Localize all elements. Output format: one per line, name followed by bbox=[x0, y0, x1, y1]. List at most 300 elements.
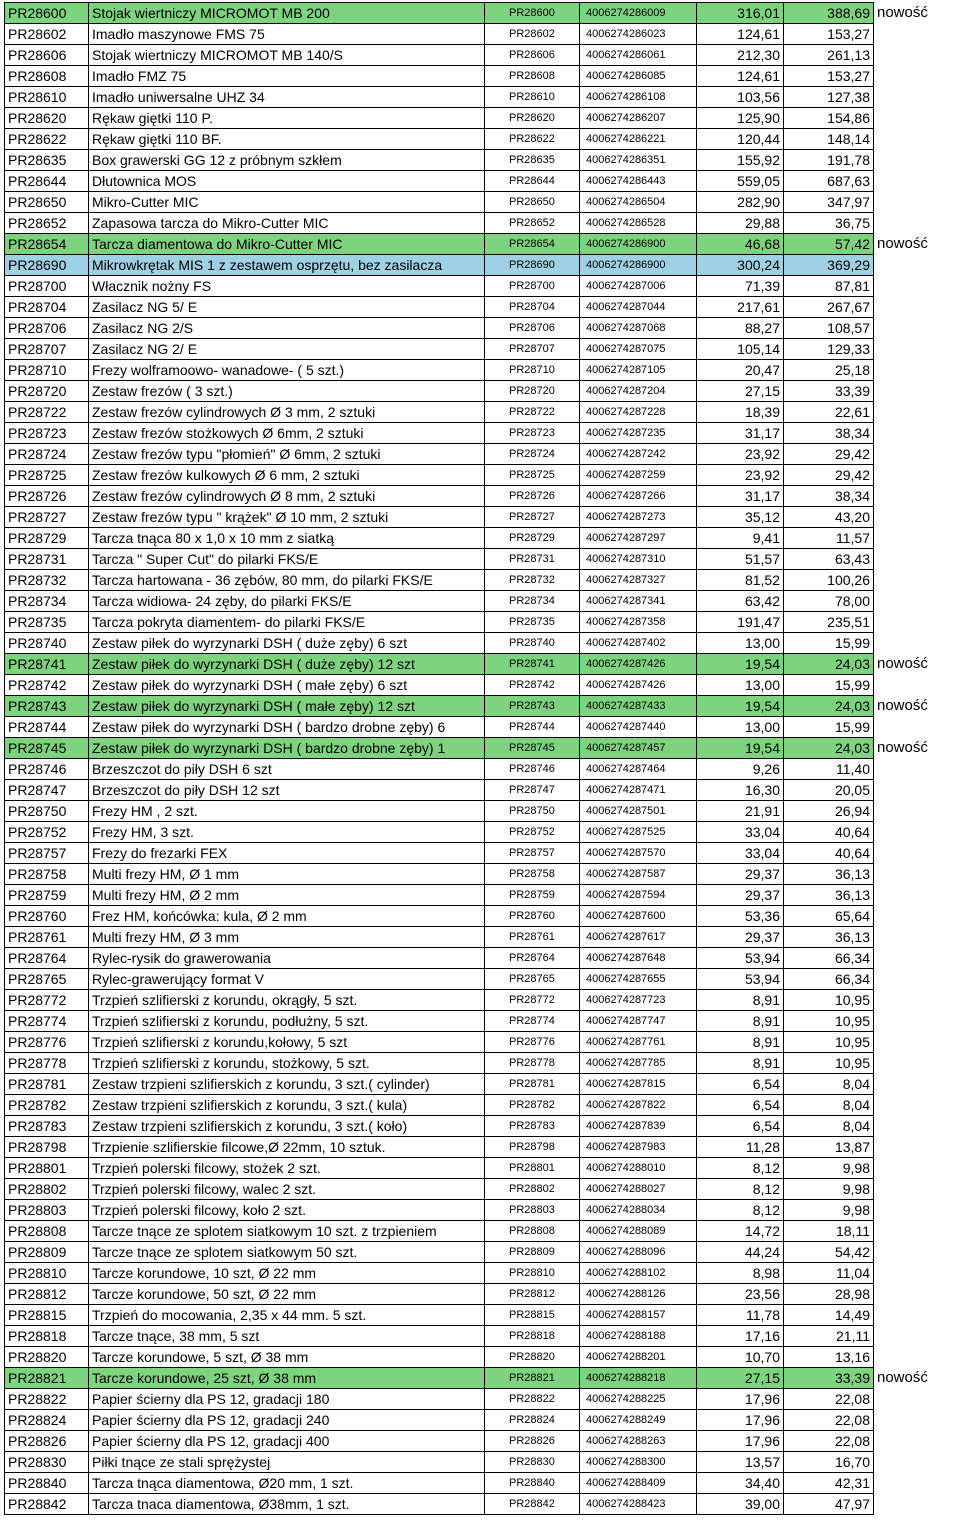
new-product-label bbox=[874, 1452, 944, 1473]
net-price-cell: 316,01 bbox=[697, 3, 784, 24]
catalog-index-cell: PR28622 bbox=[485, 129, 580, 150]
table-row bbox=[5, 150, 944, 171]
gross-price-cell: 78,00 bbox=[784, 591, 874, 612]
gross-price-cell: 40,64 bbox=[784, 843, 874, 864]
gross-price-cell: 388,69 bbox=[784, 3, 874, 24]
net-price-cell: 29,88 bbox=[697, 213, 784, 234]
product-name-cell: Trzpienie szlifierskie filcowe,Ø 22mm, 10 sztuk. bbox=[89, 1137, 485, 1158]
net-price-cell: 29,37 bbox=[697, 864, 784, 885]
new-product-label bbox=[874, 570, 944, 591]
net-price-cell: 10,70 bbox=[697, 1347, 784, 1368]
table-row bbox=[5, 318, 944, 339]
gross-price-cell: 28,98 bbox=[784, 1284, 874, 1305]
product-name-cell: Trzpień polerski filcowy, stożek 2 szt. bbox=[89, 1158, 485, 1179]
price-list-body bbox=[5, 3, 944, 1515]
product-name-cell: Zestaw trzpieni szlifierskich z korundu, 3 szt.( cylinder) bbox=[89, 1074, 485, 1095]
new-product-label bbox=[874, 171, 944, 192]
new-product-label bbox=[874, 297, 944, 318]
product-code-cell: PR28757 bbox=[5, 843, 89, 864]
catalog-index-cell: PR28815 bbox=[485, 1305, 580, 1326]
product-name-cell: Multi frezy HM, Ø 1 mm bbox=[89, 864, 485, 885]
new-product-label bbox=[874, 885, 944, 906]
table-row bbox=[5, 843, 944, 864]
net-price-cell: 103,56 bbox=[697, 87, 784, 108]
new-product-label bbox=[874, 213, 944, 234]
new-product-label bbox=[874, 444, 944, 465]
product-code-cell: PR28644 bbox=[5, 171, 89, 192]
ean-code-cell: 4006274287594 bbox=[580, 885, 697, 906]
catalog-index-cell: PR28803 bbox=[485, 1200, 580, 1221]
gross-price-cell: 47,97 bbox=[784, 1494, 874, 1515]
product-name-cell: Papier ścierny dla PS 12, gradacji 400 bbox=[89, 1431, 485, 1452]
product-code-cell: PR28650 bbox=[5, 192, 89, 213]
product-code-cell: PR28734 bbox=[5, 591, 89, 612]
net-price-cell: 31,17 bbox=[697, 486, 784, 507]
product-name-cell: Rylec-rysik do grawerowania bbox=[89, 948, 485, 969]
product-code-cell: PR28781 bbox=[5, 1074, 89, 1095]
gross-price-cell: 10,95 bbox=[784, 1053, 874, 1074]
table-row bbox=[5, 1452, 944, 1473]
ean-code-cell: 4006274287242 bbox=[580, 444, 697, 465]
table-row bbox=[5, 276, 944, 297]
table-row bbox=[5, 1200, 944, 1221]
product-name-cell: Trzpień szlifierski z korundu, okrągły, 5 szt. bbox=[89, 990, 485, 1011]
gross-price-cell: 13,16 bbox=[784, 1347, 874, 1368]
product-name-cell: Zestaw piłek do wyrzynarki DSH ( bardzo drobne zęby) 6 bbox=[89, 717, 485, 738]
catalog-index-cell: PR28747 bbox=[485, 780, 580, 801]
net-price-cell: 53,94 bbox=[697, 948, 784, 969]
product-code-cell: PR28820 bbox=[5, 1347, 89, 1368]
net-price-cell: 8,91 bbox=[697, 1011, 784, 1032]
net-price-cell: 27,15 bbox=[697, 381, 784, 402]
product-code-cell: PR28842 bbox=[5, 1494, 89, 1515]
ean-code-cell: 4006274287235 bbox=[580, 423, 697, 444]
new-product-label bbox=[874, 87, 944, 108]
gross-price-cell: 10,95 bbox=[784, 1032, 874, 1053]
product-code-cell: PR28743 bbox=[5, 696, 89, 717]
gross-price-cell: 15,99 bbox=[784, 675, 874, 696]
table-row bbox=[5, 297, 944, 318]
gross-price-cell: 40,64 bbox=[784, 822, 874, 843]
gross-price-cell: 42,31 bbox=[784, 1473, 874, 1494]
table-row bbox=[5, 1179, 944, 1200]
product-name-cell: Papier ścierny dla PS 12, gradacji 240 bbox=[89, 1410, 485, 1431]
product-code-cell: PR28774 bbox=[5, 1011, 89, 1032]
product-code-cell: PR28732 bbox=[5, 570, 89, 591]
table-row bbox=[5, 1158, 944, 1179]
table-row bbox=[5, 990, 944, 1011]
gross-price-cell: 9,98 bbox=[784, 1200, 874, 1221]
catalog-index-cell: PR28644 bbox=[485, 171, 580, 192]
gross-price-cell: 38,34 bbox=[784, 486, 874, 507]
net-price-cell: 13,00 bbox=[697, 675, 784, 696]
gross-price-cell: 235,51 bbox=[784, 612, 874, 633]
catalog-index-cell: PR28830 bbox=[485, 1452, 580, 1473]
table-row bbox=[5, 1347, 944, 1368]
new-product-label: nowość bbox=[874, 234, 944, 255]
ean-code-cell: 4006274288010 bbox=[580, 1158, 697, 1179]
ean-code-cell: 4006274287075 bbox=[580, 339, 697, 360]
net-price-cell: 212,30 bbox=[697, 45, 784, 66]
new-product-label bbox=[874, 402, 944, 423]
new-product-label bbox=[874, 339, 944, 360]
table-row bbox=[5, 339, 944, 360]
ean-code-cell: 4006274287587 bbox=[580, 864, 697, 885]
product-name-cell: Box grawerski GG 12 z próbnym szkłem bbox=[89, 150, 485, 171]
gross-price-cell: 24,03 bbox=[784, 696, 874, 717]
net-price-cell: 51,57 bbox=[697, 549, 784, 570]
table-row bbox=[5, 801, 944, 822]
ean-code-cell: 4006274287983 bbox=[580, 1137, 697, 1158]
product-name-cell: Mikrowkrętak MIS 1 z zestawem osprzętu, bez zasilacza bbox=[89, 255, 485, 276]
catalog-index-cell: PR28821 bbox=[485, 1368, 580, 1389]
catalog-index-cell: PR28808 bbox=[485, 1221, 580, 1242]
gross-price-cell: 22,08 bbox=[784, 1410, 874, 1431]
ean-code-cell: 4006274286108 bbox=[580, 87, 697, 108]
table-row bbox=[5, 1368, 944, 1389]
product-name-cell: Rękaw giętki 110 BF. bbox=[89, 129, 485, 150]
gross-price-cell: 33,39 bbox=[784, 1368, 874, 1389]
product-name-cell: Zestaw piłek do wyrzynarki DSH ( duże zęby) 12 szt bbox=[89, 654, 485, 675]
ean-code-cell: 4006274287570 bbox=[580, 843, 697, 864]
net-price-cell: 6,54 bbox=[697, 1116, 784, 1137]
catalog-index-cell: PR28781 bbox=[485, 1074, 580, 1095]
catalog-index-cell: PR28734 bbox=[485, 591, 580, 612]
product-code-cell: PR28802 bbox=[5, 1179, 89, 1200]
ean-code-cell: 4006274288096 bbox=[580, 1242, 697, 1263]
new-product-label bbox=[874, 1242, 944, 1263]
ean-code-cell: 4006274287785 bbox=[580, 1053, 697, 1074]
product-name-cell: Zasilacz NG 2/S bbox=[89, 318, 485, 339]
product-name-cell: Brzeszczot do piły DSH 12 szt bbox=[89, 780, 485, 801]
catalog-index-cell: PR28761 bbox=[485, 927, 580, 948]
new-product-label bbox=[874, 486, 944, 507]
gross-price-cell: 108,57 bbox=[784, 318, 874, 339]
gross-price-cell: 66,34 bbox=[784, 948, 874, 969]
ean-code-cell: 4006274288027 bbox=[580, 1179, 697, 1200]
catalog-index-cell: PR28742 bbox=[485, 675, 580, 696]
product-code-cell: PR28810 bbox=[5, 1263, 89, 1284]
product-code-cell: PR28745 bbox=[5, 738, 89, 759]
new-product-label bbox=[874, 381, 944, 402]
net-price-cell: 17,16 bbox=[697, 1326, 784, 1347]
product-code-cell: PR28826 bbox=[5, 1431, 89, 1452]
product-name-cell: Tarcza tnąca 80 x 1,0 x 10 mm z siatką bbox=[89, 528, 485, 549]
product-code-cell: PR28747 bbox=[5, 780, 89, 801]
table-row bbox=[5, 612, 944, 633]
new-product-label: nowość bbox=[874, 738, 944, 759]
catalog-index-cell: PR28654 bbox=[485, 234, 580, 255]
gross-price-cell: 13,87 bbox=[784, 1137, 874, 1158]
table-row bbox=[5, 381, 944, 402]
new-product-label bbox=[874, 360, 944, 381]
product-code-cell: PR28822 bbox=[5, 1389, 89, 1410]
gross-price-cell: 21,11 bbox=[784, 1326, 874, 1347]
catalog-index-cell: PR28690 bbox=[485, 255, 580, 276]
new-product-label bbox=[874, 318, 944, 339]
table-row bbox=[5, 24, 944, 45]
product-name-cell: Zestaw frezów cylindrowych Ø 8 mm, 2 sztuki bbox=[89, 486, 485, 507]
net-price-cell: 8,91 bbox=[697, 1053, 784, 1074]
table-row bbox=[5, 738, 944, 759]
catalog-index-cell: PR28820 bbox=[485, 1347, 580, 1368]
gross-price-cell: 11,04 bbox=[784, 1263, 874, 1284]
net-price-cell: 13,00 bbox=[697, 717, 784, 738]
product-code-cell: PR28710 bbox=[5, 360, 89, 381]
catalog-index-cell: PR28764 bbox=[485, 948, 580, 969]
ean-code-cell: 4006274287310 bbox=[580, 549, 697, 570]
table-row bbox=[5, 1410, 944, 1431]
new-product-label bbox=[874, 780, 944, 801]
ean-code-cell: 4006274286009 bbox=[580, 3, 697, 24]
ean-code-cell: 4006274287433 bbox=[580, 696, 697, 717]
product-name-cell: Stojak wiertniczy MICROMOT MB 200 bbox=[89, 3, 485, 24]
product-name-cell: Tarcza widiowa- 24 zęby, do pilarki FKS/E bbox=[89, 591, 485, 612]
new-product-label bbox=[874, 528, 944, 549]
product-name-cell: Tarcza tnaca diamentowa, Ø38mm, 1 szt. bbox=[89, 1494, 485, 1515]
net-price-cell: 6,54 bbox=[697, 1095, 784, 1116]
net-price-cell: 33,04 bbox=[697, 822, 784, 843]
table-row bbox=[5, 591, 944, 612]
ean-code-cell: 4006274287723 bbox=[580, 990, 697, 1011]
new-product-label bbox=[874, 549, 944, 570]
gross-price-cell: 18,11 bbox=[784, 1221, 874, 1242]
net-price-cell: 191,47 bbox=[697, 612, 784, 633]
catalog-index-cell: PR28724 bbox=[485, 444, 580, 465]
gross-price-cell: 36,13 bbox=[784, 864, 874, 885]
new-product-label: nowość bbox=[874, 1368, 944, 1389]
product-code-cell: PR28818 bbox=[5, 1326, 89, 1347]
gross-price-cell: 11,40 bbox=[784, 759, 874, 780]
net-price-cell: 8,12 bbox=[697, 1158, 784, 1179]
catalog-index-cell: PR28776 bbox=[485, 1032, 580, 1053]
catalog-index-cell: PR28731 bbox=[485, 549, 580, 570]
catalog-index-cell: PR28707 bbox=[485, 339, 580, 360]
gross-price-cell: 25,18 bbox=[784, 360, 874, 381]
table-row bbox=[5, 1032, 944, 1053]
new-product-label bbox=[874, 1221, 944, 1242]
product-name-cell: Mikro-Cutter MIC bbox=[89, 192, 485, 213]
net-price-cell: 31,17 bbox=[697, 423, 784, 444]
table-row bbox=[5, 255, 944, 276]
ean-code-cell: 4006274287341 bbox=[580, 591, 697, 612]
catalog-index-cell: PR28774 bbox=[485, 1011, 580, 1032]
table-row bbox=[5, 1263, 944, 1284]
product-name-cell: Imadło maszynowe FMS 75 bbox=[89, 24, 485, 45]
new-product-label bbox=[874, 843, 944, 864]
ean-code-cell: 4006274287471 bbox=[580, 780, 697, 801]
catalog-index-cell: PR28842 bbox=[485, 1494, 580, 1515]
product-name-cell: Zestaw trzpieni szlifierskich z korundu, 3 szt.( koło) bbox=[89, 1116, 485, 1137]
table-row bbox=[5, 45, 944, 66]
table-row bbox=[5, 885, 944, 906]
new-product-label bbox=[874, 423, 944, 444]
ean-code-cell: 4006274286085 bbox=[580, 66, 697, 87]
product-code-cell: PR28746 bbox=[5, 759, 89, 780]
gross-price-cell: 153,27 bbox=[784, 66, 874, 87]
product-code-cell: PR28654 bbox=[5, 234, 89, 255]
catalog-index-cell: PR28759 bbox=[485, 885, 580, 906]
product-code-cell: PR28731 bbox=[5, 549, 89, 570]
table-row bbox=[5, 864, 944, 885]
net-price-cell: 300,24 bbox=[697, 255, 784, 276]
table-row bbox=[5, 1221, 944, 1242]
product-code-cell: PR28741 bbox=[5, 654, 89, 675]
gross-price-cell: 33,39 bbox=[784, 381, 874, 402]
table-row bbox=[5, 717, 944, 738]
new-product-label bbox=[874, 129, 944, 150]
new-product-label bbox=[874, 1095, 944, 1116]
table-row bbox=[5, 822, 944, 843]
ean-code-cell: 4006274288423 bbox=[580, 1494, 697, 1515]
product-code-cell: PR28809 bbox=[5, 1242, 89, 1263]
product-name-cell: Tarcze tnące ze splotem siatkowym 50 szt. bbox=[89, 1242, 485, 1263]
new-product-label bbox=[874, 612, 944, 633]
gross-price-cell: 347,97 bbox=[784, 192, 874, 213]
net-price-cell: 33,04 bbox=[697, 843, 784, 864]
ean-code-cell: 4006274286900 bbox=[580, 255, 697, 276]
product-name-cell: Tarcza pokryta diamentem- do pilarki FKS/E bbox=[89, 612, 485, 633]
catalog-index-cell: PR28765 bbox=[485, 969, 580, 990]
ean-code-cell: 4006274288126 bbox=[580, 1284, 697, 1305]
product-code-cell: PR28815 bbox=[5, 1305, 89, 1326]
product-name-cell: Zestaw piłek do wyrzynarki DSH ( duże zęby) 6 szt bbox=[89, 633, 485, 654]
product-name-cell: Zestaw frezów cylindrowych Ø 3 mm, 2 sztuki bbox=[89, 402, 485, 423]
table-row bbox=[5, 927, 944, 948]
new-product-label bbox=[874, 591, 944, 612]
catalog-index-cell: PR28740 bbox=[485, 633, 580, 654]
new-product-label bbox=[874, 1200, 944, 1221]
product-code-cell: PR28706 bbox=[5, 318, 89, 339]
net-price-cell: 81,52 bbox=[697, 570, 784, 591]
net-price-cell: 8,12 bbox=[697, 1200, 784, 1221]
product-code-cell: PR28772 bbox=[5, 990, 89, 1011]
product-code-cell: PR28635 bbox=[5, 150, 89, 171]
ean-code-cell: 4006274286900 bbox=[580, 234, 697, 255]
new-product-label bbox=[874, 1179, 944, 1200]
ean-code-cell: 4006274287105 bbox=[580, 360, 697, 381]
gross-price-cell: 148,14 bbox=[784, 129, 874, 150]
gross-price-cell: 63,43 bbox=[784, 549, 874, 570]
catalog-index-cell: PR28606 bbox=[485, 45, 580, 66]
ean-code-cell: 4006274288409 bbox=[580, 1473, 697, 1494]
ean-code-cell: 4006274287501 bbox=[580, 801, 697, 822]
catalog-index-cell: PR28720 bbox=[485, 381, 580, 402]
new-product-label bbox=[874, 675, 944, 696]
product-code-cell: PR28602 bbox=[5, 24, 89, 45]
ean-code-cell: 4006274288218 bbox=[580, 1368, 697, 1389]
catalog-index-cell: PR28602 bbox=[485, 24, 580, 45]
new-product-label: nowość bbox=[874, 654, 944, 675]
ean-code-cell: 4006274287228 bbox=[580, 402, 697, 423]
gross-price-cell: 36,75 bbox=[784, 213, 874, 234]
gross-price-cell: 29,42 bbox=[784, 465, 874, 486]
table-row bbox=[5, 192, 944, 213]
ean-code-cell: 4006274287358 bbox=[580, 612, 697, 633]
new-product-label bbox=[874, 24, 944, 45]
new-product-label bbox=[874, 990, 944, 1011]
gross-price-cell: 15,99 bbox=[784, 633, 874, 654]
product-name-cell: Zestaw piłek do wyrzynarki DSH ( małe zęby) 6 szt bbox=[89, 675, 485, 696]
product-code-cell: PR28750 bbox=[5, 801, 89, 822]
catalog-index-cell: PR28620 bbox=[485, 108, 580, 129]
catalog-index-cell: PR28778 bbox=[485, 1053, 580, 1074]
product-name-cell: Zestaw frezów typu " krążek" Ø 10 mm, 2 sztuki bbox=[89, 507, 485, 528]
table-row bbox=[5, 1011, 944, 1032]
net-price-cell: 559,05 bbox=[697, 171, 784, 192]
new-product-label bbox=[874, 1074, 944, 1095]
net-price-cell: 19,54 bbox=[697, 696, 784, 717]
product-code-cell: PR28690 bbox=[5, 255, 89, 276]
gross-price-cell: 9,98 bbox=[784, 1179, 874, 1200]
product-name-cell: Trzpień do mocowania, 2,35 x 44 mm. 5 szt. bbox=[89, 1305, 485, 1326]
net-price-cell: 23,92 bbox=[697, 444, 784, 465]
product-name-cell: Tarcze tnące, 38 mm, 5 szt bbox=[89, 1326, 485, 1347]
gross-price-cell: 54,42 bbox=[784, 1242, 874, 1263]
new-product-label bbox=[874, 633, 944, 654]
ean-code-cell: 4006274288201 bbox=[580, 1347, 697, 1368]
net-price-cell: 9,26 bbox=[697, 759, 784, 780]
ean-code-cell: 4006274288225 bbox=[580, 1389, 697, 1410]
product-code-cell: PR28759 bbox=[5, 885, 89, 906]
table-row bbox=[5, 1116, 944, 1137]
catalog-index-cell: PR28729 bbox=[485, 528, 580, 549]
new-product-label bbox=[874, 864, 944, 885]
ean-code-cell: 4006274287747 bbox=[580, 1011, 697, 1032]
product-name-cell: Zapasowa tarcza do Mikro-Cutter MIC bbox=[89, 213, 485, 234]
new-product-label bbox=[874, 66, 944, 87]
ean-code-cell: 4006274286061 bbox=[580, 45, 697, 66]
ean-code-cell: 4006274288089 bbox=[580, 1221, 697, 1242]
product-name-cell: Rylec-grawerujący format V bbox=[89, 969, 485, 990]
catalog-index-cell: PR28706 bbox=[485, 318, 580, 339]
gross-price-cell: 22,08 bbox=[784, 1431, 874, 1452]
new-product-label bbox=[874, 969, 944, 990]
gross-price-cell: 24,03 bbox=[784, 738, 874, 759]
new-product-label bbox=[874, 192, 944, 213]
gross-price-cell: 153,27 bbox=[784, 24, 874, 45]
product-code-cell: PR28729 bbox=[5, 528, 89, 549]
new-product-label bbox=[874, 1326, 944, 1347]
new-product-label bbox=[874, 1410, 944, 1431]
catalog-index-cell: PR28735 bbox=[485, 612, 580, 633]
product-name-cell: Frezy HM , 2 szt. bbox=[89, 801, 485, 822]
table-row bbox=[5, 423, 944, 444]
ean-code-cell: 4006274287426 bbox=[580, 675, 697, 696]
table-row bbox=[5, 1137, 944, 1158]
product-code-cell: PR28724 bbox=[5, 444, 89, 465]
table-row bbox=[5, 780, 944, 801]
catalog-index-cell: PR28812 bbox=[485, 1284, 580, 1305]
ean-code-cell: 4006274288102 bbox=[580, 1263, 697, 1284]
product-name-cell: Imadło uniwersalne UHZ 34 bbox=[89, 87, 485, 108]
gross-price-cell: 11,57 bbox=[784, 528, 874, 549]
product-code-cell: PR28808 bbox=[5, 1221, 89, 1242]
table-row bbox=[5, 234, 944, 255]
product-code-cell: PR28722 bbox=[5, 402, 89, 423]
product-code-cell: PR28742 bbox=[5, 675, 89, 696]
product-name-cell: Tarcze korundowe, 10 szt, Ø 22 mm bbox=[89, 1263, 485, 1284]
table-row bbox=[5, 1284, 944, 1305]
table-row bbox=[5, 87, 944, 108]
catalog-index-cell: PR28723 bbox=[485, 423, 580, 444]
new-product-label bbox=[874, 1284, 944, 1305]
table-row bbox=[5, 906, 944, 927]
gross-price-cell: 57,42 bbox=[784, 234, 874, 255]
ean-code-cell: 4006274287655 bbox=[580, 969, 697, 990]
ean-code-cell: 4006274287273 bbox=[580, 507, 697, 528]
new-product-label bbox=[874, 255, 944, 276]
